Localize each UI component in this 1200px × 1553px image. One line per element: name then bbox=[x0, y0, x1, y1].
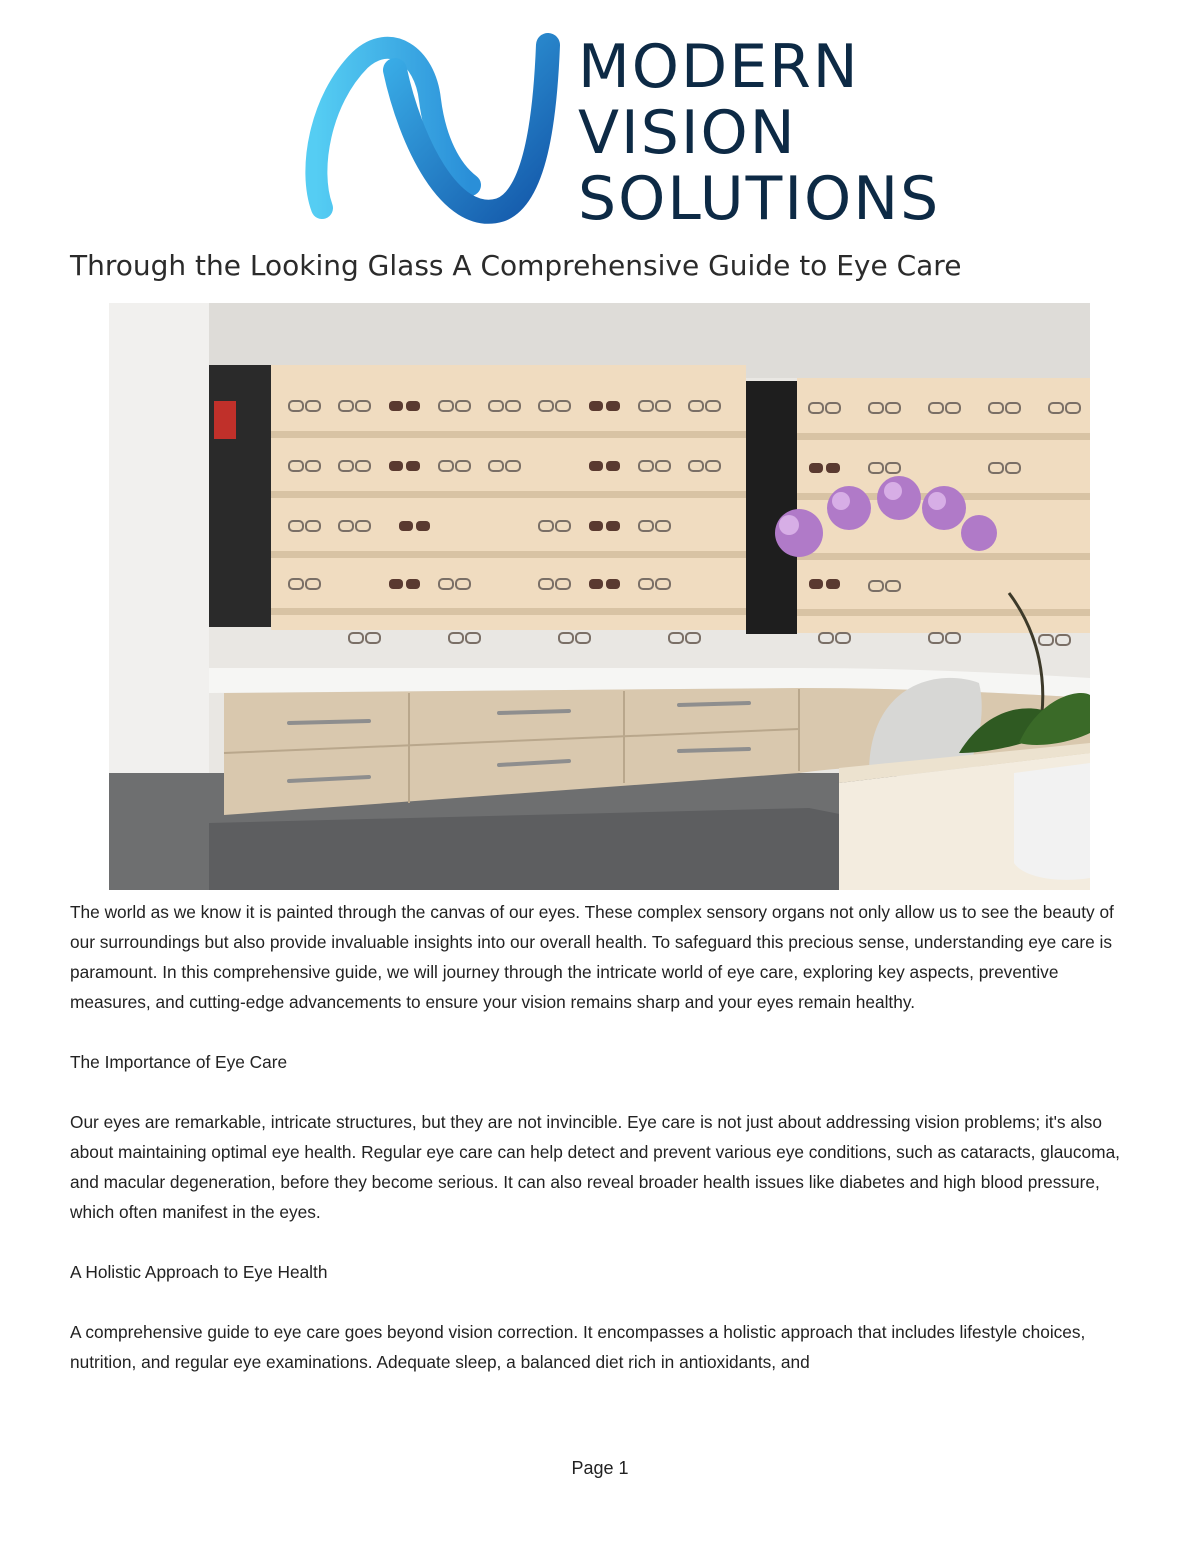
holistic-paragraph: A comprehensive guide to eye care goes beyond vision correction. It encompasses a holistic approach that includes lifestyle choices, nutrition, and regular eye examinations. Adequate sleep, a balanced diet rich in antioxidants, and bbox=[70, 1322, 1086, 1372]
eyewear-store-photo bbox=[109, 303, 1090, 890]
photo-illustration bbox=[109, 303, 1090, 890]
intro-paragraph: The world as we know it is painted through the canvas of our eyes. These complex sensory organs not only allow us to see the beauty of our surroundings but also provide invaluable insights into our overall health. To safeguard this precious sense, understanding eye care is paramount. In this comprehensive guide, we will journey through the intricate world of eye care, exploring key aspects, preventive measures, and cutting-edge advancements to ensure your vision remains sharp and your eyes remain healthy. bbox=[70, 902, 1114, 1012]
section-heading-importance: The Importance of Eye Care bbox=[70, 1052, 288, 1072]
section-heading-holistic: A Holistic Approach to Eye Health bbox=[70, 1262, 328, 1282]
brand-line-vision: VISION bbox=[578, 98, 797, 168]
page-title: Through the Looking Glass A Comprehensive Guide to Eye Care bbox=[70, 249, 962, 282]
brand-line-solutions: SOLUTIONS bbox=[578, 164, 941, 234]
article-body bbox=[70, 897, 1135, 1407]
brand-logo-icon bbox=[300, 30, 570, 230]
brand-line-modern: MODERN bbox=[578, 32, 860, 102]
brand-logo bbox=[300, 30, 941, 240]
brand-wordmark bbox=[578, 34, 940, 232]
page-number: Page 1 bbox=[571, 1458, 629, 1478]
importance-paragraph: Our eyes are remarkable, intricate structures, but they are not invincible. Eye care is not just about addressing vision problems; it's also about maintaining optimal eye health. Regular eye care can help detect and prevent various eye conditions, such as cataracts, glaucoma, and macular degeneration, before they become serious. It can also reveal broader health issues like diabetes and high blood pressure, which often manifest in the eyes. bbox=[70, 1112, 1120, 1222]
